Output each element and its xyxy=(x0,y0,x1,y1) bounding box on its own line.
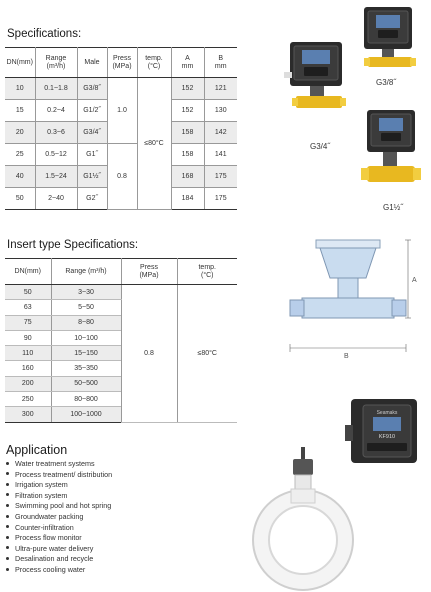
spec-table xyxy=(5,47,237,210)
col-temp: temp. (°C) xyxy=(177,259,237,285)
table-row xyxy=(5,78,237,100)
insert-title: Insert type Specifications: xyxy=(7,239,139,251)
cell-range: 100~1000 xyxy=(51,407,121,422)
spec-header-row xyxy=(5,48,237,78)
cell-dn: 90 xyxy=(5,330,51,345)
bullet-icon xyxy=(6,515,9,518)
table-row xyxy=(5,285,237,300)
caption-g112: G1½˝ xyxy=(383,203,404,212)
application-title: Application xyxy=(6,443,68,457)
cell-range: 5~50 xyxy=(51,300,121,315)
list-item: Desalination and recycle xyxy=(6,554,112,565)
bullet-icon xyxy=(6,472,9,475)
cell-range: 0.5~12 xyxy=(35,144,77,166)
cell-dn: 300 xyxy=(5,407,51,422)
cell-male: G1˝ xyxy=(77,144,107,166)
flowmeter-g34-image xyxy=(282,38,354,126)
cell-male: G1/2˝ xyxy=(77,100,107,122)
application-list xyxy=(6,459,112,576)
cell-range: 2~40 xyxy=(35,188,77,210)
cell-range: 3~30 xyxy=(51,285,121,300)
meter-brand: Seamaks xyxy=(376,410,398,416)
cell-b: 142 xyxy=(204,122,237,144)
cell-range: 8~80 xyxy=(51,315,121,330)
caption-g38: G3/8˝ xyxy=(376,78,397,87)
cell-b: 175 xyxy=(204,188,237,210)
cell-b: 130 xyxy=(204,100,237,122)
col-male: Male xyxy=(77,48,107,78)
cell-a: 158 xyxy=(171,122,204,144)
cell-dn: 15 xyxy=(5,100,35,122)
cell-range: 15~150 xyxy=(51,346,121,361)
cell-male: G1½˝ xyxy=(77,166,107,188)
cell-temp: ≤80°C xyxy=(137,78,171,210)
list-item: Process cooling water xyxy=(6,565,112,576)
dim-label-b: B xyxy=(344,353,349,360)
cell-dn: 63 xyxy=(5,300,51,315)
dim-label-a: A xyxy=(412,277,417,284)
list-item: Groundwater packing xyxy=(6,512,112,523)
cell-dn: 250 xyxy=(5,392,51,407)
cell-b: 121 xyxy=(204,78,237,100)
cell-press: 1.0 xyxy=(107,78,137,144)
insert-table xyxy=(5,258,237,423)
cell-range: 50~500 xyxy=(51,376,121,391)
cell-b: 141 xyxy=(204,144,237,166)
bullet-icon xyxy=(6,525,9,528)
spec-title: Specifications: xyxy=(7,28,82,40)
cell-range: 0.1~1.8 xyxy=(35,78,77,100)
list-item: Water treatment systems xyxy=(6,459,112,470)
cell-dn: 110 xyxy=(5,346,51,361)
col-b: B mm xyxy=(204,48,237,78)
col-press: Press (MPa) xyxy=(107,48,137,78)
meter-model: KF910 xyxy=(378,434,396,440)
cell-range: 1.5~24 xyxy=(35,166,77,188)
bullet-icon xyxy=(6,493,9,496)
bullet-icon xyxy=(6,462,9,465)
cell-dn: 10 xyxy=(5,78,35,100)
cell-dn: 40 xyxy=(5,166,35,188)
cell-b: 175 xyxy=(204,166,237,188)
cell-range: 35~350 xyxy=(51,361,121,376)
cell-a: 158 xyxy=(171,144,204,166)
list-item: Ultra-pure water delivery xyxy=(6,544,112,555)
col-press: Press (MPa) xyxy=(121,259,177,285)
cell-dn: 75 xyxy=(5,315,51,330)
flowmeter-g38-image xyxy=(350,5,420,75)
cell-range: 80~800 xyxy=(51,392,121,407)
list-item: Filtration system xyxy=(6,491,112,502)
cell-range: 0.3~6 xyxy=(35,122,77,144)
bullet-icon xyxy=(6,568,9,571)
cell-a: 152 xyxy=(171,100,204,122)
col-range: Range (m³/h) xyxy=(51,259,121,285)
cell-temp: ≤80°C xyxy=(177,285,237,423)
list-item: Process treatment/ distribution xyxy=(6,470,112,481)
cell-range: 10~100 xyxy=(51,330,121,345)
list-item: Irrigation system xyxy=(6,480,112,491)
cell-dn: 50 xyxy=(5,285,51,300)
list-item: Counter-infiltration xyxy=(6,523,112,534)
cell-male: G3/4˝ xyxy=(77,122,107,144)
insert-header-row xyxy=(5,259,237,285)
caption-g34: G3/4˝ xyxy=(310,142,331,151)
bullet-icon xyxy=(6,536,9,539)
dimension-drawing xyxy=(286,236,426,366)
col-range: Range (m³/h) xyxy=(35,48,77,78)
cell-press: 0.8 xyxy=(121,285,177,423)
cell-dn: 160 xyxy=(5,361,51,376)
cell-male: G3/8˝ xyxy=(77,78,107,100)
cell-a: 184 xyxy=(171,188,204,210)
bullet-icon xyxy=(6,483,9,486)
table-row xyxy=(5,144,237,166)
list-item: Process flow monitor xyxy=(6,533,112,544)
cell-dn: 200 xyxy=(5,376,51,391)
bullet-icon xyxy=(6,557,9,560)
col-a: A mm xyxy=(171,48,204,78)
cell-a: 168 xyxy=(171,166,204,188)
cell-dn: 25 xyxy=(5,144,35,166)
col-dn: DN(mm) xyxy=(5,259,51,285)
col-dn: DN(mm) xyxy=(5,48,35,78)
cell-range: 0.2~4 xyxy=(35,100,77,122)
insert-saddle-clamp-image xyxy=(245,445,365,592)
flowmeter-g112-image xyxy=(355,108,425,198)
col-temp: temp. (°C) xyxy=(137,48,171,78)
bullet-icon xyxy=(6,504,9,507)
cell-a: 152 xyxy=(171,78,204,100)
bullet-icon xyxy=(6,546,9,549)
cell-male: G2˝ xyxy=(77,188,107,210)
cell-press: 0.8 xyxy=(107,144,137,210)
cell-dn: 50 xyxy=(5,188,35,210)
list-item: Swimming pool and hot spring xyxy=(6,501,112,512)
cell-dn: 20 xyxy=(5,122,35,144)
